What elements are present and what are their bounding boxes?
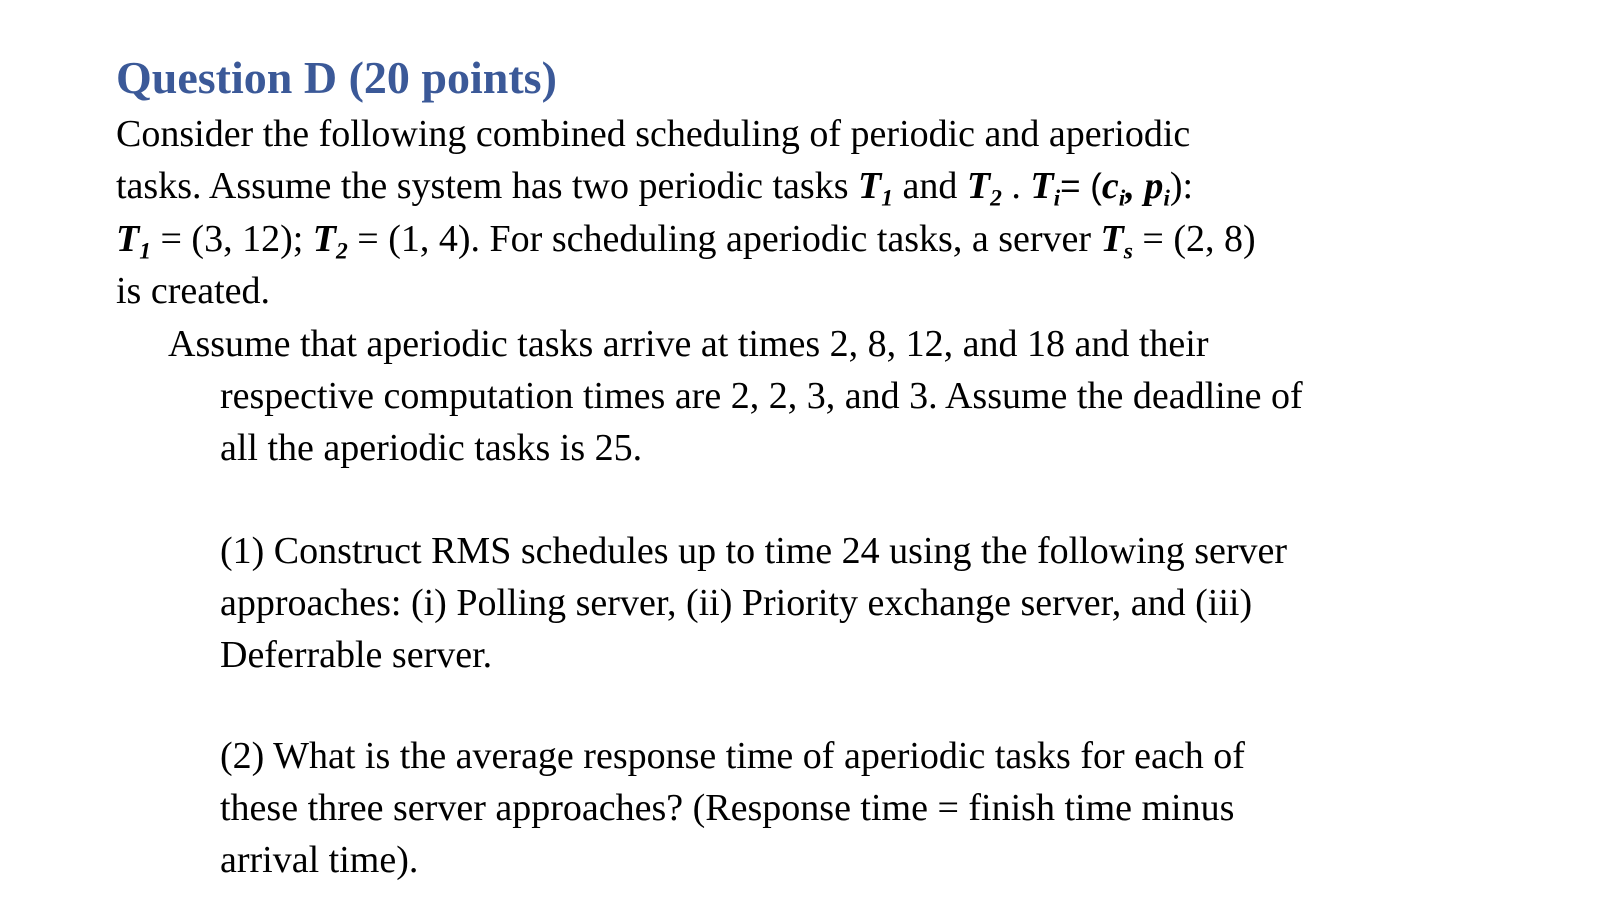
intro-line-3 xyxy=(116,213,1406,265)
ci-subscript: i xyxy=(1118,185,1126,212)
assumption-line-1: Assume that aperiodic tasks arrive at times 2, 8, 12, and 18 and their xyxy=(168,323,1209,365)
assumption-line-2: respective computation times are 2, 2, 3, and 3. Assume the deadline of xyxy=(220,375,1303,417)
intro-line-4: is created. xyxy=(116,270,271,312)
t2-definition-subscript: 2 xyxy=(336,238,348,265)
question-2-line-1: (2) What is the average response time of aperiodic tasks for each of xyxy=(220,735,1245,777)
ci-letter: c xyxy=(1101,165,1119,207)
tuple-open: = ( xyxy=(1060,167,1102,206)
task-ti-letter: T xyxy=(1030,165,1054,207)
task-ti-symbol xyxy=(1030,165,1061,212)
intro-line-1: Consider the following combined scheduling of periodic and aperiodic xyxy=(116,113,1191,155)
task-t1-subscript: 1 xyxy=(881,185,893,212)
dot-separator: . xyxy=(1001,165,1031,207)
question-2-line-3: arrival time). xyxy=(220,839,419,881)
assumption-line-3: all the aperiodic tasks is 25. xyxy=(220,427,643,469)
server-ts-value: = (2, 8) xyxy=(1132,218,1256,260)
t1-definition-value: = (3, 12); xyxy=(151,218,313,260)
task-t1-letter: T xyxy=(857,165,882,207)
pi-subscript: i xyxy=(1163,185,1170,212)
server-ts-letter: T xyxy=(1100,218,1124,260)
task-t2-subscript: 2 xyxy=(990,185,1002,212)
t2-definition-value: = (1, 4). For scheduling aperiodic tasks, a server xyxy=(347,218,1101,260)
t1-definition-letter: T xyxy=(116,218,140,260)
question-2-line-2: these three server approaches? (Response time = finish time minus xyxy=(220,787,1235,829)
pi-symbol xyxy=(1144,165,1170,212)
t2-definition-letter: T xyxy=(312,218,337,260)
server-ts-subscript: s xyxy=(1123,238,1133,265)
server-ts-symbol xyxy=(1100,218,1133,265)
tuple-close: ): xyxy=(1169,165,1194,207)
question-part-2 xyxy=(220,730,1480,886)
task-t2-letter: T xyxy=(966,165,991,207)
problem-intro xyxy=(116,108,1406,317)
task-ti-subscript: i xyxy=(1053,185,1061,212)
ci-symbol xyxy=(1101,165,1126,212)
question-1-line-2: approaches: (i) Polling server, (ii) Priority exchange server, and (iii) xyxy=(220,582,1253,624)
t1-definition-subscript: 1 xyxy=(139,238,151,265)
t2-definition-symbol xyxy=(312,218,348,265)
question-1-line-3: Deferrable server. xyxy=(220,634,493,676)
pi-letter: p xyxy=(1144,165,1164,207)
task-t2-symbol xyxy=(966,165,1002,212)
tuple-comma: , xyxy=(1125,165,1145,207)
question-1-line-1: (1) Construct RMS schedules up to time 24 using the following server xyxy=(220,530,1288,572)
aperiodic-assumption xyxy=(168,318,1468,474)
task-t1-symbol xyxy=(857,165,893,212)
intro-line-2 xyxy=(116,160,1406,213)
intro-line-2-text: tasks. Assume the system has two periodic tasks xyxy=(116,165,858,207)
and-word: and xyxy=(892,165,967,207)
question-part-1 xyxy=(220,525,1480,681)
question-heading: Question D (20 points) xyxy=(116,52,557,103)
t1-definition-symbol xyxy=(116,218,151,265)
